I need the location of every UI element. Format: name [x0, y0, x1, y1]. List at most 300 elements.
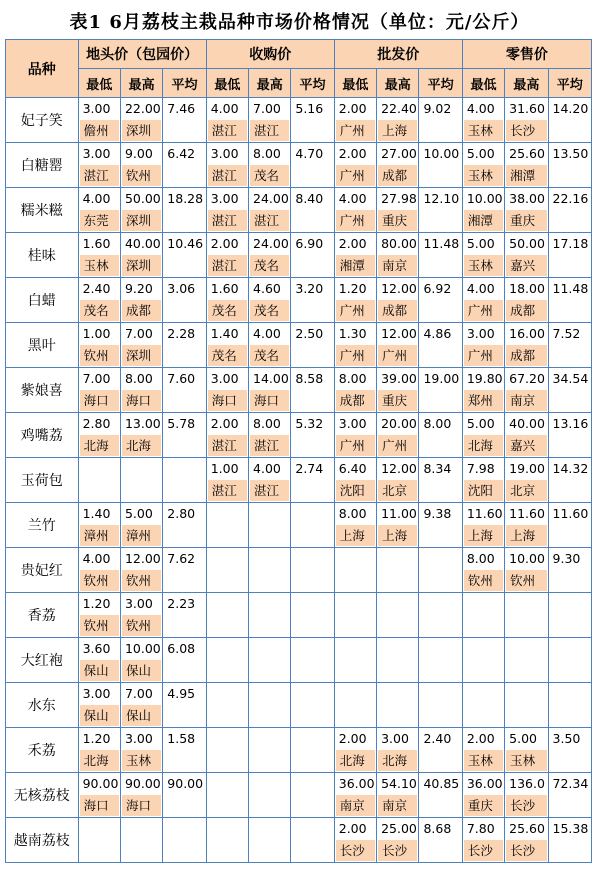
table-row [6, 323, 592, 368]
price-value: 1.40 [210, 326, 239, 341]
price-cell [120, 683, 162, 728]
price-cell [505, 233, 548, 278]
price-value [419, 593, 461, 615]
price-cell [249, 548, 291, 593]
price-cell [462, 593, 504, 638]
market-location: 北京 [506, 480, 546, 501]
price-cell [206, 458, 248, 503]
price-value [163, 818, 205, 840]
price-cell [505, 323, 548, 368]
price-value: 8.00 [338, 506, 367, 521]
price-cell [291, 593, 334, 638]
price-value: 6.08 [167, 641, 196, 656]
variety-name: 白蜡 [6, 278, 79, 323]
market-location: 重庆 [506, 210, 546, 231]
price-cell [548, 593, 591, 638]
price-value: 7.00 [253, 101, 281, 116]
price-value: 15.38 [552, 821, 589, 836]
price-cell [163, 458, 206, 503]
price-value: 90.00 [82, 776, 119, 791]
market-location: 湛江 [250, 210, 289, 231]
price-value [207, 503, 248, 525]
price-cell [462, 683, 504, 728]
price-value: 12.00 [381, 281, 417, 296]
table-row [6, 638, 592, 683]
price-cell [206, 143, 248, 188]
price-cell [548, 728, 591, 773]
market-location: 嘉兴 [506, 255, 546, 276]
price-cell [249, 98, 291, 143]
market-location: 北海 [80, 750, 119, 771]
market-location: 茂名 [80, 300, 119, 321]
price-cell [206, 233, 248, 278]
price-cell [377, 818, 419, 863]
price-value [291, 728, 333, 750]
price-cell [334, 593, 376, 638]
market-location: 广州 [336, 345, 375, 366]
price-value: 10.00 [509, 551, 545, 566]
price-value: 25.00 [381, 821, 417, 836]
price-value [419, 683, 461, 705]
price-cell [206, 683, 248, 728]
price-cell [291, 503, 334, 548]
price-value: 1.20 [82, 596, 111, 611]
market-location [250, 705, 289, 726]
price-cell [505, 188, 548, 233]
price-value [291, 683, 333, 705]
price-cell [505, 503, 548, 548]
price-value: 36.00 [338, 776, 375, 791]
price-value: 1.20 [338, 281, 367, 296]
price-value: 1.60 [82, 236, 111, 251]
price-value: 9.02 [423, 101, 452, 116]
price-cell [419, 233, 462, 278]
market-location: 广州 [336, 165, 375, 186]
price-value [207, 818, 248, 840]
price-cell [505, 278, 548, 323]
market-location: 玉林 [464, 120, 503, 141]
price-cell [163, 818, 206, 863]
price-cell [78, 143, 120, 188]
market-location: 湛江 [208, 165, 247, 186]
price-value: 40.00 [124, 236, 161, 251]
table-row [6, 683, 592, 728]
price-value: 14.00 [253, 371, 289, 386]
market-location: 北京 [378, 480, 417, 501]
price-value: 4.70 [295, 146, 324, 161]
price-cell [462, 233, 504, 278]
market-location: 广州 [464, 345, 503, 366]
price-cell [78, 233, 120, 278]
price-cell [291, 368, 334, 413]
price-value: 3.00 [82, 146, 111, 161]
price-value: 5.00 [466, 146, 495, 161]
price-cell [78, 818, 120, 863]
price-value [291, 593, 333, 615]
price-cell [120, 143, 162, 188]
price-value [121, 818, 162, 840]
market-location: 玉林 [122, 750, 161, 771]
price-value: 2.40 [423, 731, 452, 746]
market-location: 上海 [378, 120, 417, 141]
price-value: 50.00 [509, 236, 545, 251]
price-cell [120, 98, 162, 143]
price-cell [163, 368, 206, 413]
price-cell [419, 503, 462, 548]
price-cell [377, 413, 419, 458]
price-cell [548, 323, 591, 368]
price-cell [291, 728, 334, 773]
price-value: 22.16 [552, 191, 589, 206]
price-value: 4.00 [466, 101, 495, 116]
price-cell [462, 98, 504, 143]
price-value: 40.85 [423, 776, 460, 791]
price-cell [548, 98, 591, 143]
price-cell [462, 773, 504, 818]
price-cell [120, 413, 162, 458]
price-value [249, 503, 290, 525]
market-location: 湛江 [208, 120, 247, 141]
price-value: 2.00 [210, 416, 239, 431]
market-location: 玉林 [80, 255, 119, 276]
price-cell [334, 728, 376, 773]
price-cell [505, 548, 548, 593]
market-location [250, 750, 289, 771]
price-value: 7.80 [466, 821, 495, 836]
price-cell [548, 368, 591, 413]
price-cell [505, 593, 548, 638]
market-location: 成都 [378, 165, 417, 186]
price-cell [163, 728, 206, 773]
price-value: 24.00 [253, 191, 289, 206]
price-value [335, 683, 376, 705]
price-value: 24.00 [253, 236, 289, 251]
variety-name: 无核荔枝 [6, 773, 79, 818]
market-location: 重庆 [378, 210, 417, 231]
price-value: 3.00 [124, 731, 153, 746]
market-location: 茂名 [250, 255, 289, 276]
price-cell [78, 683, 120, 728]
price-value [291, 503, 333, 525]
price-value: 19.00 [509, 461, 545, 476]
price-value [207, 548, 248, 570]
price-cell [462, 548, 504, 593]
price-cell [419, 773, 462, 818]
price-value [377, 638, 418, 660]
price-value [249, 593, 290, 615]
price-value: 3.00 [466, 326, 495, 341]
subheader-min: 最低 [334, 69, 376, 98]
price-value [207, 638, 248, 660]
variety-name: 妃子笑 [6, 98, 79, 143]
market-location: 长沙 [506, 840, 546, 861]
price-cell [377, 593, 419, 638]
price-value [121, 458, 162, 480]
price-cell [78, 413, 120, 458]
variety-name: 香荔 [6, 593, 79, 638]
table-row [6, 773, 592, 818]
market-location [336, 660, 375, 681]
price-value: 25.60 [509, 146, 545, 161]
price-value: 2.00 [338, 821, 367, 836]
price-cell [377, 98, 419, 143]
market-location: 广州 [464, 300, 503, 321]
price-cell [206, 188, 248, 233]
price-cell [78, 98, 120, 143]
price-cell [249, 323, 291, 368]
market-location: 湛江 [208, 210, 247, 231]
price-value [249, 773, 290, 795]
price-value [249, 683, 290, 705]
price-cell [419, 278, 462, 323]
price-cell [462, 413, 504, 458]
price-cell [249, 683, 291, 728]
price-cell [249, 143, 291, 188]
price-cell [334, 188, 376, 233]
price-cell [291, 413, 334, 458]
price-value: 3.00 [210, 191, 239, 206]
price-cell [163, 548, 206, 593]
price-value: 7.62 [167, 551, 196, 566]
price-cell [548, 638, 591, 683]
price-value [419, 548, 461, 570]
price-value [249, 638, 290, 660]
price-value [249, 818, 290, 840]
price-value: 4.00 [253, 326, 281, 341]
price-cell [548, 683, 591, 728]
price-cell [548, 188, 591, 233]
price-cell [206, 98, 248, 143]
table-row [6, 368, 592, 413]
price-value [549, 593, 591, 615]
price-value: 18.28 [167, 191, 204, 206]
price-cell [419, 818, 462, 863]
price-value: 5.00 [509, 731, 537, 746]
price-value: 4.60 [253, 281, 281, 296]
table-title: 表1 6月荔枝主栽品种市场价格情况（单位：元/公斤） [69, 12, 530, 33]
variety-name: 黑叶 [6, 323, 79, 368]
price-value: 4.00 [338, 191, 367, 206]
table-row [6, 188, 592, 233]
price-value: 25.60 [509, 821, 545, 836]
subheader-min: 最低 [206, 69, 248, 98]
price-value: 4.86 [423, 326, 452, 341]
price-cell [462, 278, 504, 323]
price-cell [462, 638, 504, 683]
price-cell [163, 683, 206, 728]
price-value [505, 593, 547, 615]
price-cell [377, 773, 419, 818]
market-location: 成都 [506, 345, 546, 366]
price-value: 6.90 [295, 236, 324, 251]
price-value: 11.60 [552, 506, 589, 521]
price-cell [334, 368, 376, 413]
price-value [291, 548, 333, 570]
market-location: 长沙 [506, 120, 546, 141]
market-location: 重庆 [378, 390, 417, 411]
price-value: 8.34 [423, 461, 452, 476]
price-value [249, 728, 290, 750]
price-value: 17.18 [552, 236, 589, 251]
price-cell [249, 278, 291, 323]
price-cell [548, 413, 591, 458]
price-cell [120, 548, 162, 593]
price-value: 13.16 [552, 416, 589, 431]
market-location: 茂名 [250, 345, 289, 366]
price-value: 27.98 [381, 191, 417, 206]
table-row [6, 503, 592, 548]
price-value: 10.00 [423, 146, 460, 161]
price-cell [291, 638, 334, 683]
price-value: 3.00 [338, 416, 367, 431]
price-value: 38.00 [509, 191, 545, 206]
market-location [506, 660, 546, 681]
price-value: 50.00 [124, 191, 161, 206]
price-cell [548, 458, 591, 503]
price-cell [419, 143, 462, 188]
market-location: 北海 [80, 435, 119, 456]
market-location [378, 615, 417, 636]
variety-name: 大红袍 [6, 638, 79, 683]
price-cell [163, 593, 206, 638]
price-cell [163, 413, 206, 458]
price-value: 3.00 [124, 596, 153, 611]
price-value: 5.00 [466, 416, 495, 431]
price-cell [291, 323, 334, 368]
price-cell [206, 278, 248, 323]
subheader-max: 最高 [249, 69, 291, 98]
market-location [250, 615, 289, 636]
price-value: 4.00 [253, 461, 281, 476]
price-value: 7.98 [466, 461, 495, 476]
price-cell [163, 323, 206, 368]
market-location: 湛江 [250, 435, 289, 456]
market-location: 长沙 [336, 840, 375, 861]
market-location: 上海 [336, 525, 375, 546]
price-value: 2.50 [295, 326, 324, 341]
market-location [250, 525, 289, 546]
price-value [463, 683, 504, 705]
price-value: 3.00 [210, 146, 239, 161]
market-location: 广州 [336, 210, 375, 231]
market-location: 玉林 [464, 165, 503, 186]
market-location: 上海 [506, 525, 546, 546]
price-cell [334, 818, 376, 863]
market-location [122, 840, 161, 861]
price-cell [249, 188, 291, 233]
price-value: 20.00 [381, 416, 417, 431]
price-value: 34.54 [552, 371, 589, 386]
market-location: 北海 [336, 750, 375, 771]
price-value: 11.48 [552, 281, 589, 296]
market-location [506, 705, 546, 726]
market-location [378, 660, 417, 681]
variety-name: 越南荔枝 [6, 818, 79, 863]
price-value: 19.80 [466, 371, 503, 386]
price-cell [419, 98, 462, 143]
price-cell [505, 413, 548, 458]
market-location: 湛江 [208, 255, 247, 276]
market-location [208, 840, 247, 861]
market-location: 湛江 [208, 480, 247, 501]
price-value: 13.00 [124, 416, 161, 431]
price-cell [505, 728, 548, 773]
price-cell [419, 548, 462, 593]
variety-name: 水东 [6, 683, 79, 728]
price-value: 12.00 [124, 551, 161, 566]
price-cell [78, 728, 120, 773]
price-cell [462, 188, 504, 233]
price-cell [419, 188, 462, 233]
price-value: 31.60 [509, 101, 545, 116]
subheader-min: 最低 [78, 69, 120, 98]
price-value: 2.40 [82, 281, 111, 296]
table-row [6, 143, 592, 188]
market-location: 南京 [378, 255, 417, 276]
market-location [122, 480, 161, 501]
price-cell [120, 323, 162, 368]
price-cell [462, 728, 504, 773]
market-location: 茂名 [250, 300, 289, 321]
price-value: 5.00 [466, 236, 495, 251]
price-cell [419, 458, 462, 503]
price-value: 19.00 [423, 371, 460, 386]
price-cell [78, 188, 120, 233]
market-location: 玉林 [506, 750, 546, 771]
price-cell [120, 728, 162, 773]
price-value: 27.00 [381, 146, 417, 161]
price-cell [78, 278, 120, 323]
price-value: 1.60 [210, 281, 239, 296]
price-value: 9.00 [124, 146, 153, 161]
price-cell [206, 593, 248, 638]
subheader-avg: 平均 [419, 69, 462, 98]
price-value: 3.00 [82, 101, 111, 116]
market-location: 海口 [122, 795, 161, 816]
market-location: 深圳 [122, 120, 161, 141]
price-value [549, 683, 591, 705]
price-cell [377, 683, 419, 728]
market-location [208, 795, 247, 816]
price-value: 8.00 [253, 416, 281, 431]
variety-name: 鸡嘴荔 [6, 413, 79, 458]
price-value: 54.10 [381, 776, 417, 791]
market-location: 湘潭 [464, 210, 503, 231]
price-value: 3.20 [295, 281, 324, 296]
price-value: 8.00 [423, 416, 452, 431]
price-value: 9.20 [124, 281, 153, 296]
price-cell [206, 503, 248, 548]
market-location: 广州 [336, 435, 375, 456]
market-location: 广州 [336, 120, 375, 141]
header-purchase-price: 收购价 [206, 40, 334, 69]
price-value: 7.52 [552, 326, 581, 341]
price-value [79, 818, 120, 840]
subheader-max: 最高 [120, 69, 162, 98]
price-cell [206, 413, 248, 458]
price-cell [334, 458, 376, 503]
variety-name: 桂味 [6, 233, 79, 278]
price-value: 11.48 [423, 236, 460, 251]
market-location: 沈阳 [336, 480, 375, 501]
price-cell [120, 233, 162, 278]
market-location: 北海 [378, 750, 417, 771]
price-cell [78, 773, 120, 818]
market-location: 茂名 [250, 165, 289, 186]
price-cell [548, 503, 591, 548]
table-row [6, 98, 592, 143]
header-retail-price: 零售价 [462, 40, 591, 69]
